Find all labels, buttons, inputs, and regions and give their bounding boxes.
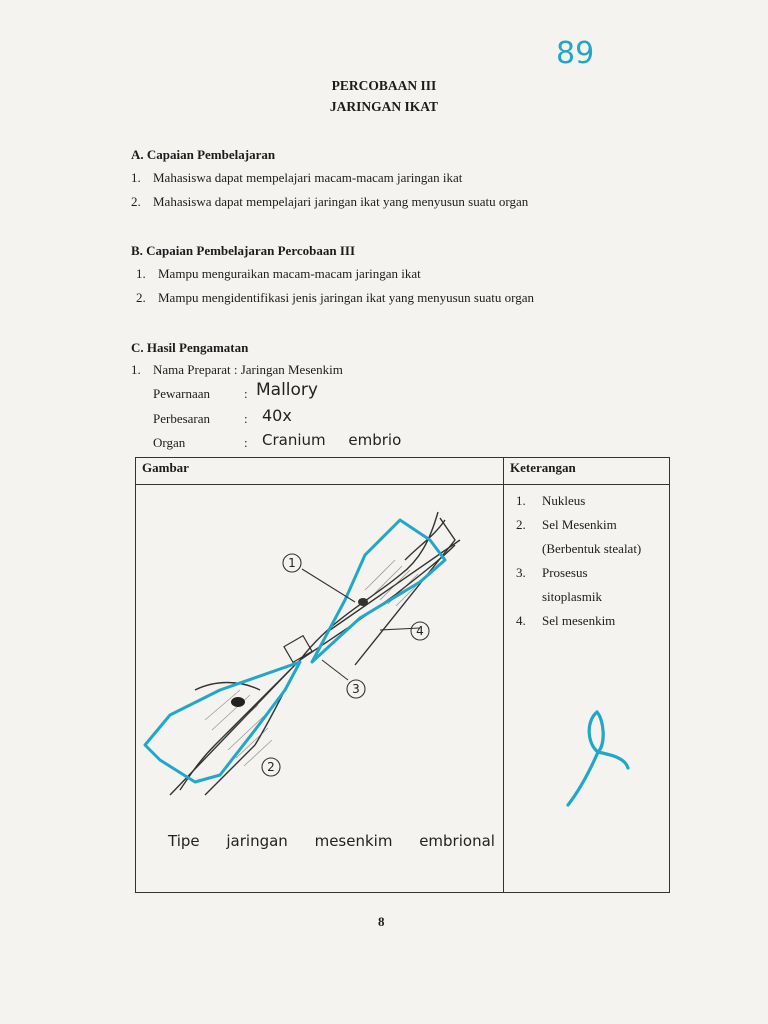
section-c-item-num: 1. xyxy=(131,362,141,377)
grade-score: 89 xyxy=(556,36,595,71)
section-a-item-num: 2. xyxy=(131,194,141,209)
experiment-title: JARINGAN IKAT xyxy=(329,99,439,114)
note-text: Sel Mesenkim xyxy=(542,517,617,532)
note-text: Prosesus xyxy=(542,565,588,580)
label-4: 4 xyxy=(416,624,424,638)
preparat-name: Nama Preparat : Jaringan Mesenkim xyxy=(153,362,343,377)
note-num: 2. xyxy=(516,517,526,532)
field-value-handwritten: Cranium embrio xyxy=(262,431,402,449)
field-label: Organ xyxy=(153,435,186,450)
field-separator: : xyxy=(244,435,248,450)
column-header-keterangan: Keterangan xyxy=(504,458,670,485)
field-separator: : xyxy=(244,411,248,426)
label-pointers xyxy=(302,569,420,680)
section-b-item-num: 1. xyxy=(136,266,146,281)
note-num: 3. xyxy=(516,565,526,580)
page-number: 8 xyxy=(378,914,385,929)
field-value-handwritten: 40x xyxy=(262,406,292,425)
field-label: Perbesaran xyxy=(153,411,211,426)
note-text: Nukleus xyxy=(542,493,586,508)
section-b-item-text: Mampu mengidentifikasi jenis jaringan ikat yang menyusun suatu organ xyxy=(158,290,534,305)
label-1: 1 xyxy=(288,556,296,570)
section-b-heading: B. Capaian Pembelajaran Percobaan III xyxy=(131,243,356,258)
note-text: (Berbentuk stealat) xyxy=(542,541,642,556)
column-header-gambar: Gambar xyxy=(136,458,504,485)
section-b-item-num: 2. xyxy=(136,290,146,305)
section-a-item-text: Mahasiswa dapat mempelajari jaringan ikat yang menyusun suatu organ xyxy=(153,194,529,209)
process-box xyxy=(284,636,312,663)
note-text: sitoplasmik xyxy=(542,589,602,604)
field-separator: : xyxy=(244,386,248,401)
note-text: Sel mesenkim xyxy=(542,613,616,628)
label-2: 2 xyxy=(267,760,275,774)
nucleus-mark xyxy=(358,598,368,606)
section-a-heading: A. Capaian Pembelajaran xyxy=(131,147,276,162)
shading-sketch xyxy=(205,560,426,766)
field-value-handwritten: Mallory xyxy=(256,380,318,400)
field-label: Pewarnaan xyxy=(153,386,211,401)
note-num: 4. xyxy=(516,613,526,628)
label-3: 3 xyxy=(352,682,360,696)
section-a-item-num: 1. xyxy=(131,170,141,185)
section-b-item-text: Mampu menguraikan macam-macam jaringan ikat xyxy=(158,266,421,281)
section-c-heading: C. Hasil Pengamatan xyxy=(131,340,249,355)
experiment-number: PERCOBAAN III xyxy=(331,78,437,93)
drawing-caption: Tipe jaringan mesenkim embrional xyxy=(168,832,495,850)
nucleus-mark xyxy=(231,697,245,707)
section-a-item-text: Mahasiswa dapat mempelajari macam-macam jaringan ikat xyxy=(153,170,463,185)
signature-icon xyxy=(568,712,628,805)
note-num: 1. xyxy=(516,493,526,508)
